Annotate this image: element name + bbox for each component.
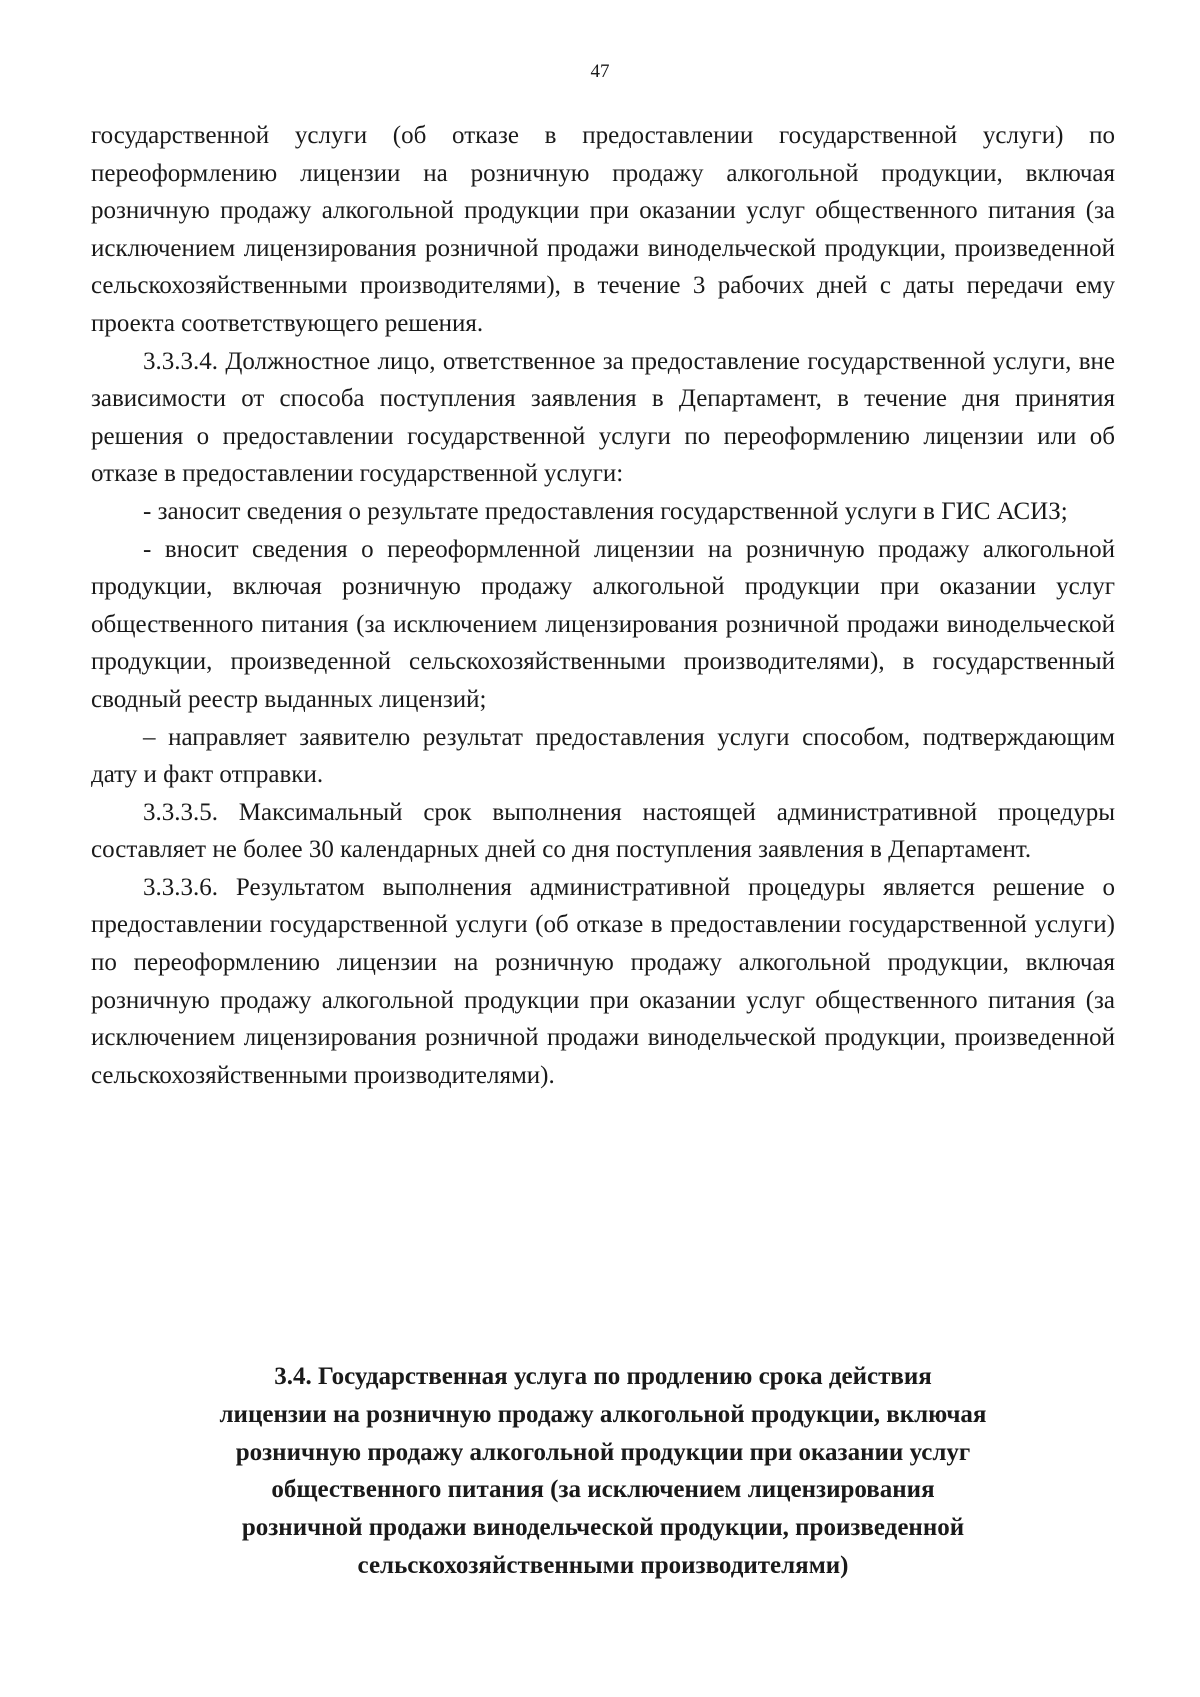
paragraph-3-3-3-5: 3.3.3.5. Максимальный срок выполнения настоящей административной процедуры составляет не более 30 календарных дней со дня поступления заявления в Департамент. — [91, 798, 1115, 864]
heading-line: 3.4. Государственная услуга по продлению срока действия — [274, 1363, 932, 1390]
heading-line: общественного питания (за исключением лицензирования — [271, 1476, 935, 1504]
list-item-enter-info: - заносит сведения о результате предоставления государственной услуги в ГИС АСИЗ; — [143, 497, 1068, 525]
heading-line: розничной продажи винодельческой продукции, произведенной — [241, 1514, 965, 1542]
page-number: 47 — [590, 61, 610, 82]
list-item-add-license-info: - вносит сведения о переоформленной лицензии на розничную продажу алкогольной продукции, включая розничную продажу алкогольной продукции при оказании услуг общественного питания (за исключением лицензирования розничной продажи винодельческой продукции, произведенной сельскохозяйственными производителями), в государственный сводный реестр выданных лицензий; — [91, 535, 1115, 713]
paragraph-3-3-3-4: 3.3.3.4. Должностное лицо, ответственное за предоставление государственной услуги, вне зависимости от способа поступления заявления в Департамент, в течение дня принятия решения о предоставлении государственной услуги по переоформлению лицензии или об отказе в предоставлении государственной услуги: — [91, 347, 1115, 488]
heading-line: сельскохозяйственными производителями) — [357, 1551, 849, 1579]
paragraph-3-3-3-6: 3.3.3.6. Результатом выполнения административной процедуры является решение о предоставлении государственной услуги (об отказе в предоставлении государственной услуги) по переоформлению лицензии на розничную продажу алкогольной продукции, включая розничную продажу алкогольной продукции при оказании услуг общественного питания (за исключением лицензирования розничной продажи винодельческой продукции, произведенной сельскохозяйственными производителями). — [91, 873, 1115, 1089]
section-heading-3-4 — [91, 1358, 1115, 1585]
document-body — [91, 117, 1115, 1094]
heading-line: лицензии на розничную продажу алкогольной продукции, включая — [219, 1400, 987, 1428]
heading-line: розничную продажу алкогольной продукции при оказании услуг — [235, 1438, 971, 1466]
paragraph-continuation: государственной услуги (об отказе в предоставлении государственной услуги) по переоформлению лицензии на розничную продажу алкогольной продукции, включая розничную продажу алкогольной продукции при оказании услуг общественного питания (за исключением лицензирования розничной продажи винодельческой продукции, произведенной сельскохозяйственными производителями), в течение 3 рабочих дней с даты передачи ему проекта соответствующего решения. — [91, 122, 1115, 337]
list-item-send-result: – направляет заявителю результат предоставления услуги способом, подтверждающим дату и факт отправки. — [91, 723, 1115, 789]
